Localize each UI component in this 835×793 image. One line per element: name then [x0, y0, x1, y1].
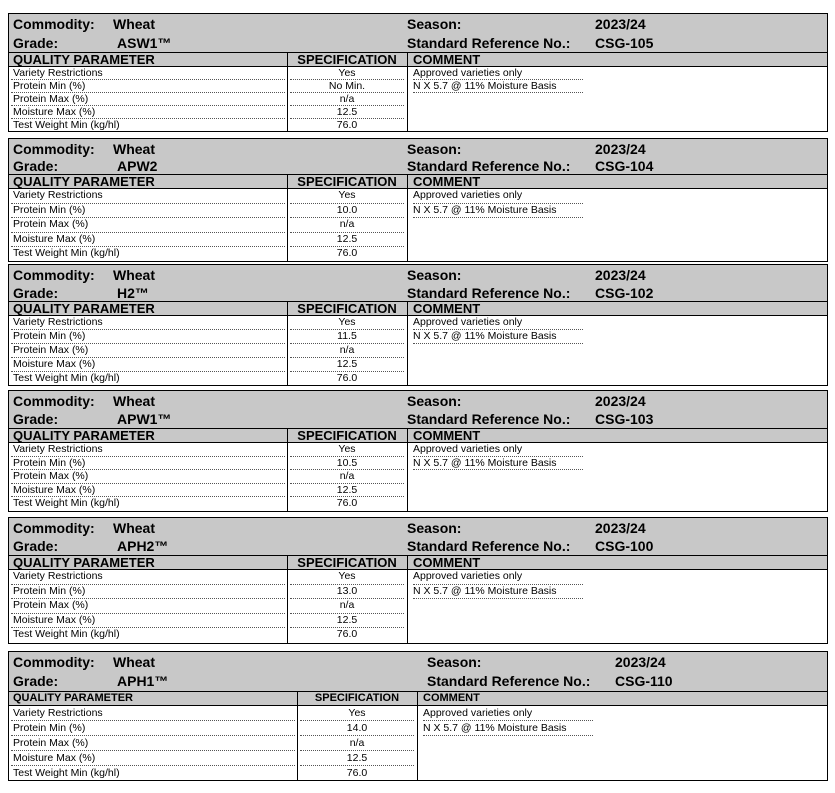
parameter-cell: Test Weight Min (kg/hl) — [13, 497, 120, 509]
table-row — [9, 67, 828, 80]
parameter-cell: Protein Max (%) — [13, 93, 89, 105]
season-label: Season: — [407, 520, 462, 536]
specification-cell: n/a — [339, 93, 355, 105]
column-header-row — [9, 53, 828, 67]
season-label: Season: — [407, 393, 462, 409]
specification-cell: 11.5 — [337, 330, 357, 342]
specification-cell: 10.0 — [336, 203, 358, 216]
parameter-cell: Protein Min (%) — [13, 203, 86, 216]
column-header-parameter: QUALITY PARAMETER — [13, 174, 155, 189]
column-header-specification: SPECIFICATION — [297, 428, 397, 443]
specification-cell: 76.0 — [336, 247, 358, 259]
column-header-specification: SPECIFICATION — [297, 301, 397, 316]
specification-cell: n/a — [339, 599, 355, 611]
table-row — [9, 443, 828, 457]
column-header-specification: SPECIFICATION — [314, 692, 400, 704]
specification-cell: 12.5 — [336, 106, 358, 118]
season-value: 2023/24 — [595, 520, 646, 536]
parameter-cell: Protein Min (%) — [13, 584, 86, 597]
grade-card — [8, 517, 828, 644]
reference-label: Standard Reference No.: — [427, 673, 591, 689]
comment-cell: N X 5.7 @ 11% Moisture Basis — [413, 584, 557, 597]
season-value: 2023/24 — [595, 267, 646, 283]
specification-cell: 76.0 — [336, 628, 358, 640]
comment-cell: Approved varieties only — [423, 707, 533, 719]
table-row — [9, 628, 828, 643]
grade-value: APW2 — [117, 158, 158, 174]
table-row — [9, 721, 828, 736]
table-row — [9, 766, 828, 781]
table-row — [9, 470, 828, 484]
grade-header — [9, 14, 828, 53]
column-header-row — [9, 175, 828, 189]
column-header-parameter: QUALITY PARAMETER — [13, 428, 155, 443]
column-header-comment: COMMENT — [423, 692, 480, 704]
table-row — [9, 484, 828, 498]
season-value: 2023/24 — [595, 393, 646, 409]
reference-value: CSG-110 — [615, 673, 673, 689]
column-header-row — [9, 302, 828, 316]
comment-cell: Approved varieties only — [413, 570, 523, 582]
reference-value: CSG-100 — [595, 538, 654, 554]
column-header-specification: SPECIFICATION — [297, 52, 397, 67]
table-row — [9, 372, 828, 386]
reference-value: CSG-103 — [595, 411, 654, 427]
table-row — [9, 614, 828, 629]
parameter-cell: Protein Max (%) — [13, 470, 89, 482]
commodity-label: Commodity: — [13, 520, 95, 536]
table-row — [9, 80, 828, 93]
specification-cell: 10.5 — [336, 456, 358, 469]
table-row — [9, 119, 828, 132]
reference-label: Standard Reference No.: — [407, 538, 571, 554]
parameter-cell: Test Weight Min (kg/hl) — [13, 119, 120, 131]
parameter-cell: Protein Max (%) — [13, 737, 89, 749]
reference-label: Standard Reference No.: — [407, 35, 571, 51]
specification-cell: 76.0 — [336, 497, 358, 509]
column-header-comment: COMMENT — [413, 555, 481, 570]
comment-cell: Approved varieties only — [413, 443, 523, 455]
parameter-cell: Test Weight Min (kg/hl) — [13, 247, 120, 259]
parameter-cell: Moisture Max (%) — [13, 232, 96, 245]
parameter-cell: Test Weight Min (kg/hl) — [13, 372, 120, 384]
table-row — [9, 497, 828, 511]
commodity-value: Wheat — [113, 654, 155, 670]
comment-cell: Approved varieties only — [413, 316, 523, 328]
specification-cell: 14.0 — [346, 722, 368, 734]
parameter-cell: Protein Min (%) — [13, 456, 86, 469]
season-label: Season: — [407, 267, 462, 283]
reference-label: Standard Reference No.: — [407, 158, 571, 174]
grade-value: APH2™ — [117, 538, 169, 554]
grade-value: ASW1™ — [117, 35, 172, 51]
grade-value: APH1™ — [117, 673, 169, 689]
parameter-cell: Variety Restrictions — [13, 707, 103, 719]
grade-header — [9, 265, 828, 302]
table-row — [9, 330, 828, 344]
parameter-cell: Protein Max (%) — [13, 344, 89, 356]
grade-value: H2™ — [117, 285, 149, 301]
specification-cell: 12.5 — [336, 613, 358, 626]
table-row — [9, 570, 828, 585]
season-label: Season: — [407, 16, 462, 32]
specification-cell: 76.0 — [336, 119, 358, 131]
table-row — [9, 751, 828, 766]
specification-cell: n/a — [349, 737, 365, 749]
parameter-cell: Moisture Max (%) — [13, 483, 96, 496]
parameter-cell: Protein Min (%) — [13, 80, 86, 92]
specification-cell: 13.0 — [336, 584, 358, 597]
parameter-cell: Variety Restrictions — [13, 189, 103, 201]
commodity-label: Commodity: — [13, 654, 95, 670]
table-row — [9, 736, 828, 751]
column-header-comment: COMMENT — [413, 52, 481, 67]
grade-card — [8, 138, 828, 262]
specification-cell: Yes — [338, 189, 356, 201]
commodity-value: Wheat — [113, 267, 155, 283]
parameter-cell: Protein Min (%) — [13, 722, 86, 734]
table-row — [9, 93, 828, 106]
parameter-cell: Moisture Max (%) — [13, 613, 96, 626]
season-label: Season: — [407, 141, 462, 157]
column-header-row — [9, 556, 828, 570]
table-row — [9, 204, 828, 219]
reference-value: CSG-104 — [595, 158, 654, 174]
specification-cell: Yes — [338, 570, 356, 582]
comment-cell: N X 5.7 @ 11% Moisture Basis — [423, 722, 567, 734]
commodity-value: Wheat — [113, 16, 155, 32]
grade-header — [9, 139, 828, 175]
table-row — [9, 233, 828, 248]
comment-cell: N X 5.7 @ 11% Moisture Basis — [413, 456, 557, 469]
grade-label: Grade: — [13, 673, 59, 689]
column-header-row — [9, 692, 828, 706]
grade-header — [9, 518, 828, 556]
comment-cell: N X 5.7 @ 11% Moisture Basis — [413, 203, 557, 216]
specification-cell: 12.5 — [336, 483, 358, 496]
parameter-cell: Variety Restrictions — [13, 316, 103, 328]
commodity-value: Wheat — [113, 393, 155, 409]
grade-card — [8, 264, 828, 386]
reference-value: CSG-102 — [595, 285, 654, 301]
parameter-cell: Protein Max (%) — [13, 218, 89, 230]
table-row — [9, 189, 828, 204]
grade-header — [9, 391, 828, 429]
commodity-label: Commodity: — [13, 141, 95, 157]
parameter-cell: Variety Restrictions — [13, 570, 103, 582]
column-header-parameter: QUALITY PARAMETER — [13, 301, 155, 316]
reference-label: Standard Reference No.: — [407, 285, 571, 301]
parameter-cell: Protein Max (%) — [13, 599, 89, 611]
reference-value: CSG-105 — [595, 35, 654, 51]
table-row — [9, 457, 828, 471]
specification-cell: Yes — [338, 316, 356, 328]
grade-label: Grade: — [13, 158, 59, 174]
specification-cell: 12.5 — [346, 752, 368, 764]
comment-cell: N X 5.7 @ 11% Moisture Basis — [413, 80, 557, 92]
table-row — [9, 218, 828, 233]
specification-cell: 12.5 — [336, 232, 358, 245]
parameter-cell: Moisture Max (%) — [13, 752, 96, 764]
grade-header — [9, 652, 828, 692]
table-row — [9, 599, 828, 614]
parameter-cell: Variety Restrictions — [13, 443, 103, 455]
column-header-parameter: QUALITY PARAMETER — [13, 692, 133, 704]
commodity-value: Wheat — [113, 141, 155, 157]
grade-label: Grade: — [13, 538, 59, 554]
column-header-comment: COMMENT — [413, 174, 481, 189]
specification-cell: n/a — [339, 470, 355, 482]
specification-cell: No Min. — [328, 80, 366, 92]
specification-cell: Yes — [348, 707, 366, 719]
specification-cell: n/a — [339, 218, 355, 230]
specification-cell: 76.0 — [346, 767, 368, 779]
specification-cell: 12.5 — [336, 358, 358, 370]
grade-label: Grade: — [13, 411, 59, 427]
specification-cell: n/a — [339, 344, 355, 356]
table-row — [9, 316, 828, 330]
table-row — [9, 344, 828, 358]
table-row — [9, 247, 828, 262]
column-header-comment: COMMENT — [413, 301, 481, 316]
grade-label: Grade: — [13, 35, 59, 51]
specification-cell: 76.0 — [336, 372, 358, 384]
grade-label: Grade: — [13, 285, 59, 301]
column-header-specification: SPECIFICATION — [297, 555, 397, 570]
season-value: 2023/24 — [595, 16, 646, 32]
grade-card — [8, 651, 828, 781]
parameter-cell: Test Weight Min (kg/hl) — [13, 628, 120, 640]
specification-cell: Yes — [338, 67, 356, 79]
specification-cell: Yes — [338, 443, 356, 455]
commodity-label: Commodity: — [13, 393, 95, 409]
parameter-cell: Protein Min (%) — [13, 330, 86, 342]
column-header-parameter: QUALITY PARAMETER — [13, 555, 155, 570]
comment-cell: Approved varieties only — [413, 189, 523, 201]
column-header-specification: SPECIFICATION — [297, 174, 397, 189]
comment-cell: N X 5.7 @ 11% Moisture Basis — [413, 330, 557, 342]
column-header-comment: COMMENT — [413, 428, 481, 443]
table-row — [9, 358, 828, 372]
parameter-cell: Moisture Max (%) — [13, 106, 96, 118]
parameter-cell: Variety Restrictions — [13, 67, 103, 79]
parameter-cell: Moisture Max (%) — [13, 358, 96, 370]
season-value: 2023/24 — [595, 141, 646, 157]
column-header-row — [9, 429, 828, 443]
commodity-value: Wheat — [113, 520, 155, 536]
parameter-cell: Test Weight Min (kg/hl) — [13, 767, 120, 779]
season-label: Season: — [427, 654, 482, 670]
commodity-label: Commodity: — [13, 267, 95, 283]
table-row — [9, 106, 828, 119]
season-value: 2023/24 — [615, 654, 666, 670]
table-row — [9, 585, 828, 600]
grade-card — [8, 13, 828, 132]
column-header-parameter: QUALITY PARAMETER — [13, 52, 155, 67]
grade-card — [8, 390, 828, 512]
table-row — [9, 706, 828, 721]
reference-label: Standard Reference No.: — [407, 411, 571, 427]
comment-cell: Approved varieties only — [413, 67, 523, 79]
grade-value: APW1™ — [117, 411, 172, 427]
commodity-label: Commodity: — [13, 16, 95, 32]
